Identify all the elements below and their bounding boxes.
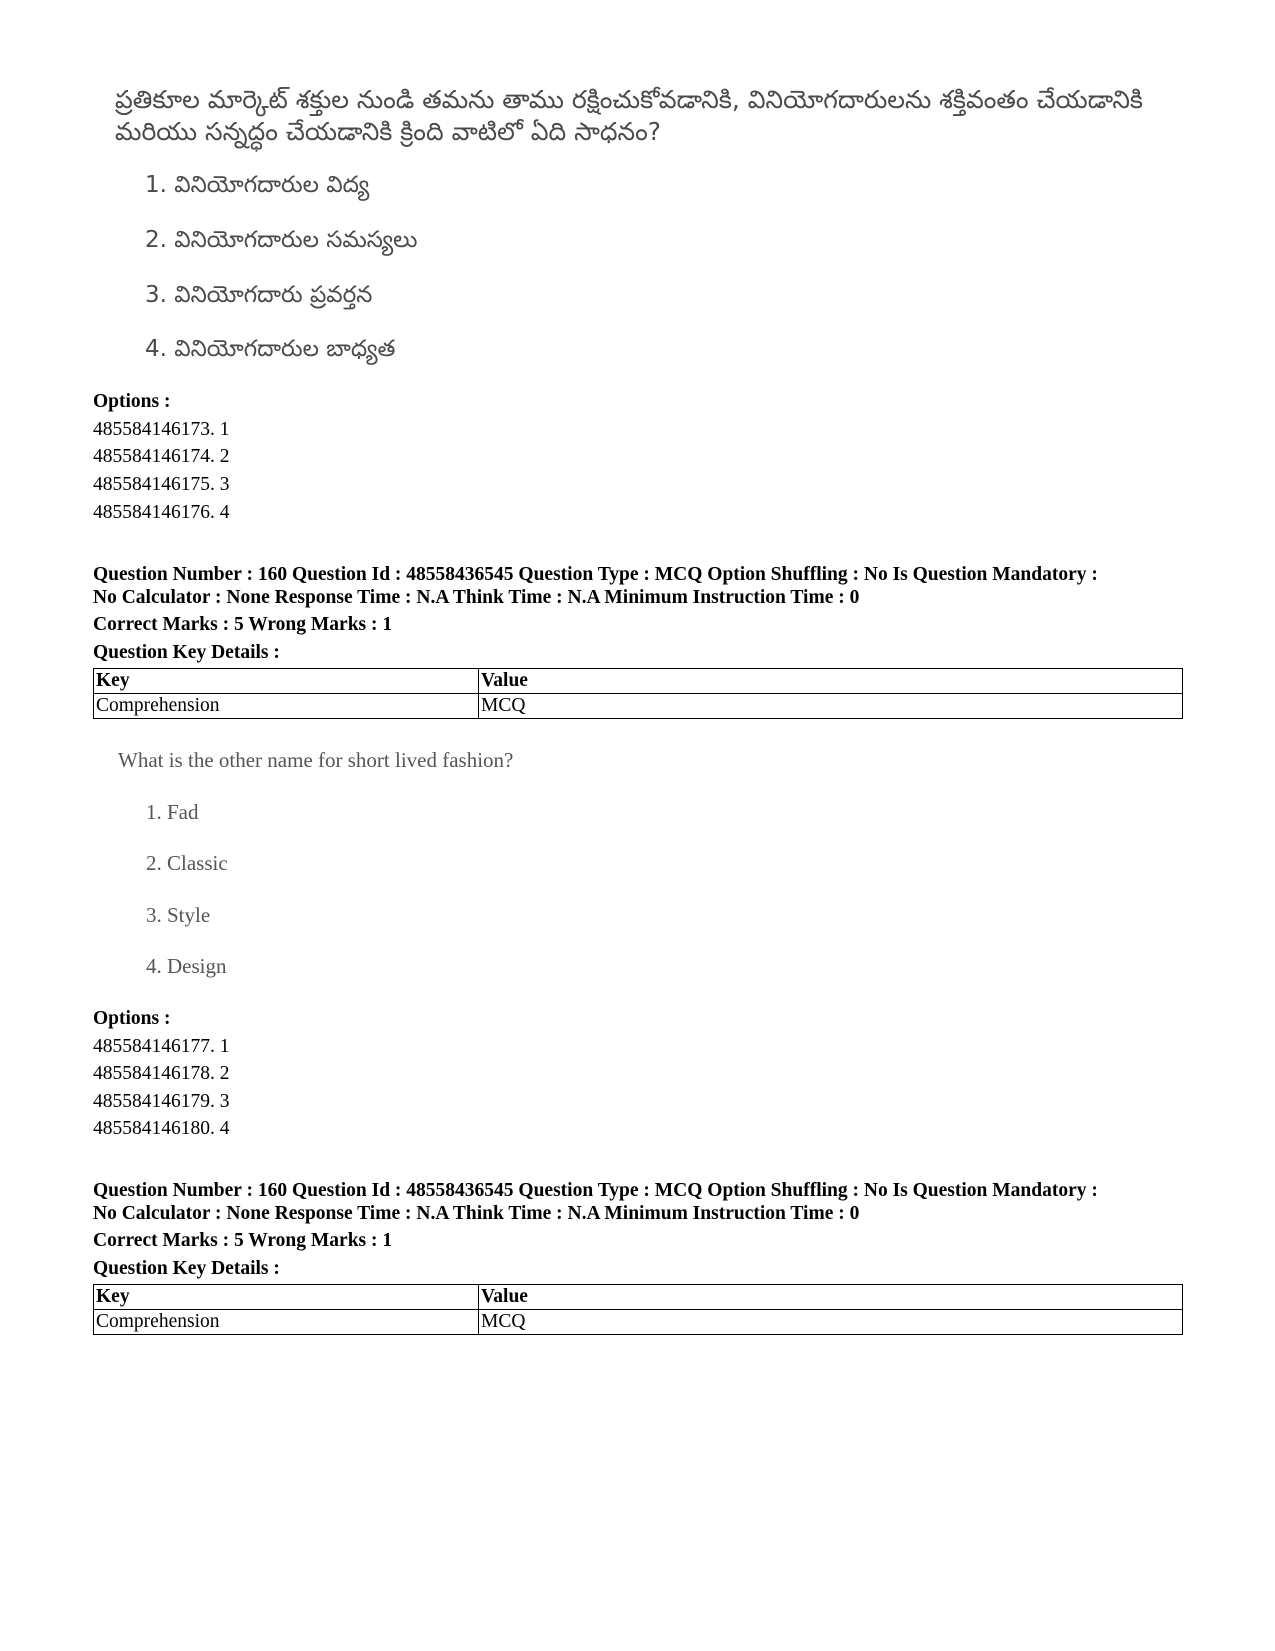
table-header-key: Key [94, 669, 479, 694]
question-image-text: ప్రతికూల మార్కెట్ శక్తుల నుండి తమను తాము రక్షించుకోవడానికి, వినియోగదారులను శక్తివంతం చేయడానికి మరియు సన్నద్ధం చేయడానికి క్రింది వాటిలో ఏది సాధనం? [115, 85, 1143, 146]
table-header-row [94, 669, 1183, 694]
key-details-heading: Question Key Details : [93, 642, 280, 663]
options-heading: Options : [93, 1008, 171, 1029]
option-id: 485584146175. 3 [93, 474, 230, 495]
question-meta-line: Question Number : 160 Question Id : 48558436545 Question Type : MCQ Option Shuffling : No Is Question Mandatory : [93, 1180, 1098, 1201]
option-id: 485584146180. 4 [93, 1118, 230, 1139]
question-meta-line: No Calculator : None Response Time : N.A Think Time : N.A Minimum Instruction Time : 0 [93, 587, 860, 608]
table-header-key: Key [94, 1285, 479, 1310]
question-meta-line: No Calculator : None Response Time : N.A Think Time : N.A Minimum Instruction Time : 0 [93, 1203, 860, 1224]
question-image-option: 4. Design [146, 954, 227, 978]
table-cell-key: Comprehension [94, 1310, 479, 1335]
question-key-table [93, 1284, 1183, 1335]
options-heading: Options : [93, 391, 171, 412]
option-id: 485584146178. 2 [93, 1063, 230, 1084]
option-id: 485584146173. 1 [93, 419, 230, 440]
table-row [94, 694, 1183, 719]
question-image-option: 4. వినియోగదారుల బాధ్యత [145, 336, 396, 362]
question-key-table [93, 668, 1183, 719]
marks-line: Correct Marks : 5 Wrong Marks : 1 [93, 1230, 393, 1251]
table-header-value: Value [479, 669, 1183, 694]
table-row [94, 1310, 1183, 1335]
table-cell-key: Comprehension [94, 694, 479, 719]
question-meta-line: Question Number : 160 Question Id : 48558436545 Question Type : MCQ Option Shuffling : No Is Question Mandatory : [93, 564, 1098, 585]
table-cell-value: MCQ [479, 694, 1183, 719]
question-image-option: 1. వినియోగదారుల విద్య [145, 172, 370, 198]
key-details-heading: Question Key Details : [93, 1258, 280, 1279]
table-header-value: Value [479, 1285, 1183, 1310]
option-id: 485584146176. 4 [93, 502, 230, 523]
option-id: 485584146177. 1 [93, 1036, 230, 1057]
question-image-option: 1. Fad [146, 800, 199, 824]
option-id: 485584146174. 2 [93, 446, 230, 467]
question-image-text: What is the other name for short lived fashion? [118, 748, 514, 772]
table-cell-value: MCQ [479, 1310, 1183, 1335]
option-id: 485584146179. 3 [93, 1091, 230, 1112]
question-image-option: 3. Style [146, 903, 211, 927]
question-image-option: 3. వినియోగదారు ప్రవర్తన [145, 282, 373, 308]
question-image-option: 2. వినియోగదారుల సమస్యలు [145, 227, 418, 253]
marks-line: Correct Marks : 5 Wrong Marks : 1 [93, 614, 393, 635]
table-header-row [94, 1285, 1183, 1310]
question-image-option: 2. Classic [146, 851, 228, 875]
